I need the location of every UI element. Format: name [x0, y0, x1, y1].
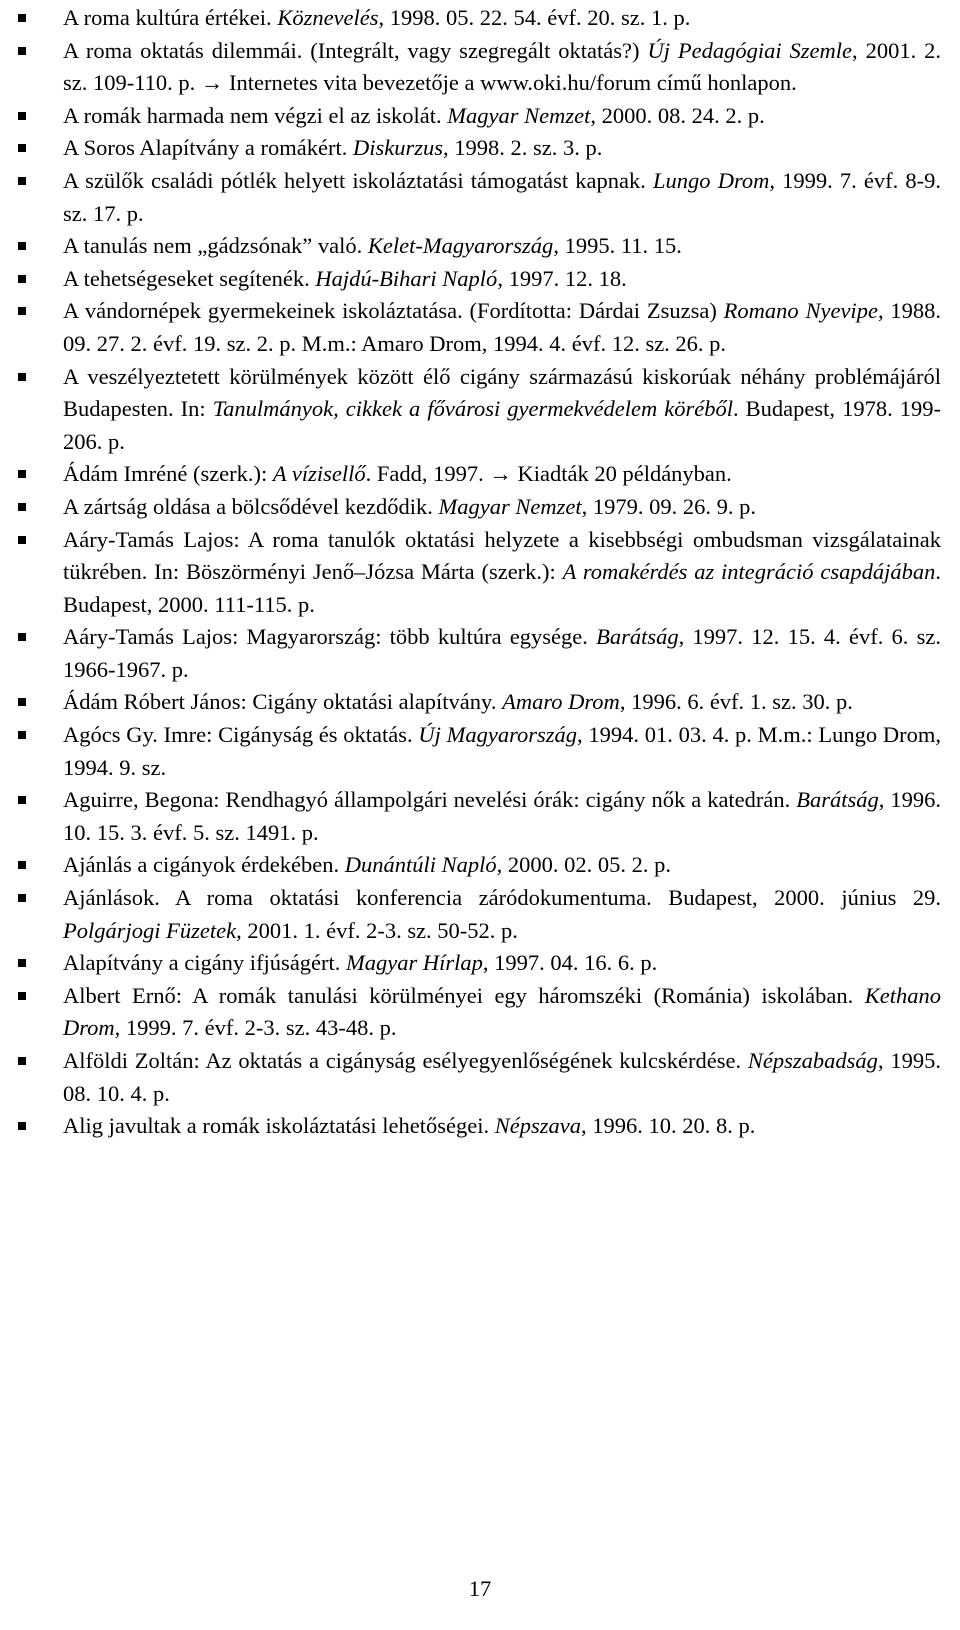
entry-text: , 1994. 01. 03. 4. p. M.m.: Lungo Drom, 1994. 9. sz.: [63, 722, 947, 780]
entry-source-title: Népszabadság: [747, 1048, 878, 1073]
entry-source-title: Köznevelés: [277, 5, 379, 30]
square-bullet-icon: [18, 1057, 26, 1065]
bibliography-entry: [0, 230, 960, 263]
bibliography-entry: [0, 100, 960, 133]
entry-text: Ajánlások. A roma oktatási konferencia záródokumentuma. Budapest, 2000. június 29.: [63, 885, 947, 911]
entry-source-title: Kelet-Magyarország: [367, 233, 554, 259]
entry-source-title: Új Magyarország: [418, 722, 578, 748]
bibliography-entry: [0, 2, 960, 35]
entry-text: A romák harmada nem végzi el az iskolát.: [63, 102, 448, 128]
square-bullet-icon: [18, 177, 26, 185]
entry-text: . Fadd, 1997. → Kiadták 20 példányban.: [365, 461, 732, 487]
bibliography-entry: [0, 947, 960, 980]
entry-text: Albert Ernő: A romák tanulási körülményei egy háromszéki (Románia) iskolában.: [63, 982, 865, 1008]
entry-source-title: Barátság: [596, 624, 679, 650]
entry-text: , 1998. 05. 22. 54. évf. 20. sz. 1. p.: [378, 5, 691, 30]
bibliography-entry: [0, 35, 960, 100]
entry-source-title: Magyar Nemzet: [447, 102, 591, 128]
square-bullet-icon: [18, 698, 26, 706]
entry-text: Alapítvány a cigány ifjúságért.: [63, 950, 347, 976]
page-number: 17: [468, 1576, 492, 1601]
entry-text: , 1996. 10. 15. 3. évf. 5. sz. 1491. p.: [63, 787, 947, 845]
entry-text: Aguirre, Begona: Rendhagyó állampolgári nevelési órák: cigány nők a katedrán.: [63, 787, 797, 813]
entry-text: , 1998. 2. sz. 3. p.: [442, 135, 603, 161]
square-bullet-icon: [18, 731, 26, 739]
bibliography-entry: [0, 621, 960, 686]
entry-text: , 1997. 12. 18.: [497, 265, 627, 291]
bibliography-entry: [0, 295, 960, 360]
entry-text: , 2001. 2. sz. 109-110. p. → Internetes vita bevezetője a www.oki.hu/forum című honlapon.: [63, 37, 947, 96]
entry-text: A roma kultúra értékei.: [63, 5, 278, 30]
entry-text: A tanulás nem „gádzsónak” való.: [63, 233, 368, 259]
entry-text: A szülők családi pótlék helyett iskoláztatási támogatást kapnak.: [63, 167, 654, 193]
square-bullet-icon: [18, 992, 26, 1000]
bibliography-entry: [0, 524, 960, 622]
entry-source-title: Hajdú-Bihari Napló: [315, 265, 498, 291]
bibliography-entry: [0, 165, 960, 230]
entry-text: , 2001. 1. évf. 2-3. sz. 50-52. p.: [236, 917, 518, 943]
entry-text: , 1979. 09. 26. 9. p.: [581, 493, 756, 519]
entry-text: Alig javultak a romák iskoláztatási lehetőségei.: [63, 1113, 495, 1139]
bibliography-entry: [0, 458, 960, 491]
entry-source-title: Magyar Nemzet: [438, 493, 582, 519]
entry-source-title: Új Pedagógiai Szemle: [647, 37, 853, 63]
entry-source-title: Diskurzus: [352, 135, 443, 161]
square-bullet-icon: [18, 112, 26, 120]
bibliography-entry: [0, 1045, 960, 1110]
entry-text: Agócs Gy. Imre: Cigányság és oktatás.: [63, 722, 419, 748]
bibliography-entry: [0, 491, 960, 524]
entry-source-title: Kethano Drom: [63, 982, 947, 1041]
square-bullet-icon: [18, 959, 26, 967]
entry-source-title: Barátság: [796, 787, 879, 813]
entry-text: , 1996. 10. 20. 8. p.: [581, 1113, 756, 1139]
entry-text: , 1997. 12. 15. 4. évf. 6. sz. 1966-1967. p.: [63, 624, 947, 682]
entry-source-title: Magyar Hírlap: [346, 950, 483, 976]
bibliography-entry: [0, 1110, 960, 1143]
entry-source-title: A romakérdés az integráció csapdájában: [562, 559, 936, 585]
entry-text: Aáry-Tamás Lajos: Magyarország: több kultúra egysége.: [63, 624, 597, 650]
entry-text: . Budapest, 1978. 199-206. p.: [63, 396, 942, 454]
entry-text: , 1996. 6. évf. 1. sz. 30. p.: [619, 689, 853, 715]
entry-text: A roma oktatás dilemmái. (Integrált, vagy szegregált oktatás?): [63, 37, 648, 63]
entry-source-title: Amaro Drom: [502, 689, 620, 715]
bibliography-entry: [0, 882, 960, 947]
square-bullet-icon: [18, 894, 26, 902]
entry-text: , 2000. 08. 24. 2. p.: [590, 102, 765, 128]
entry-text: Aáry-Tamás Lajos: A roma tanulók oktatási helyzete a kisebbségi ombudsman vizsgálatainak tükrében. In: Böszörményi Jenő–Józsa Márta (szerk.):: [63, 526, 947, 585]
entry-text: A tehetségeseket segítenék.: [63, 265, 316, 291]
square-bullet-icon: [18, 14, 26, 22]
square-bullet-icon: [18, 242, 26, 250]
entry-text: . Budapest, 2000. 111-115. p.: [63, 559, 947, 617]
square-bullet-icon: [18, 633, 26, 641]
bibliography-entry: [0, 849, 960, 882]
square-bullet-icon: [18, 275, 26, 283]
entry-source-title: Népszava: [494, 1113, 581, 1139]
entry-source-title: Polgárjogi Füzetek: [63, 917, 237, 943]
entry-source-title: Dunántúli Napló: [344, 852, 497, 878]
bibliography-entry: [0, 132, 960, 165]
square-bullet-icon: [18, 1122, 26, 1130]
square-bullet-icon: [18, 307, 26, 315]
entry-text: , 1995. 08. 10. 4. p.: [63, 1048, 947, 1106]
bibliography-entry: [0, 719, 960, 784]
entry-text: A zártság oldása a bölcsődével kezdődik.: [63, 493, 439, 519]
entry-source-title: Tanulmányok, cikkek a fővárosi gyermekvédelem köréből: [212, 396, 733, 422]
entry-text: A Soros Alapítvány a romákért.: [63, 135, 353, 161]
square-bullet-icon: [18, 536, 26, 544]
square-bullet-icon: [18, 861, 26, 869]
entry-text: A veszélyeztetett körülmények között élő cigány származású kiskorúak néhány problémájáról Budapesten. In:: [63, 363, 947, 422]
entry-source-title: Romano Nyevipe: [723, 298, 878, 324]
bibliography-list: [0, 2, 960, 1143]
entry-text: Ajánlás a cigányok érdekében.: [63, 852, 345, 878]
entry-text: , 2000. 02. 05. 2. p.: [496, 852, 672, 878]
entry-text: , 1999. 7. évf. 8-9. sz. 17. p.: [63, 167, 947, 226]
bibliography-entry: [0, 361, 960, 459]
square-bullet-icon: [18, 503, 26, 511]
entry-source-title: A vízisellő: [272, 461, 366, 487]
bibliography-entry: [0, 263, 960, 296]
entry-source-title: Lungo Drom: [653, 167, 770, 193]
square-bullet-icon: [18, 47, 26, 55]
square-bullet-icon: [18, 144, 26, 152]
entry-text: , 1988. 09. 27. 2. évf. 19. sz. 2. p. M.m.: Amaro Drom, 1994. 4. évf. 12. sz. 26. p.: [63, 298, 947, 356]
square-bullet-icon: [18, 470, 26, 478]
entry-text: Alföldi Zoltán: Az oktatás a cigányság esélyegyenlőségének kulcskérdése.: [63, 1048, 748, 1073]
square-bullet-icon: [18, 796, 26, 804]
bibliography-entry: [0, 784, 960, 849]
entry-text: Ádám Róbert János: Cigány oktatási alapítvány.: [63, 689, 503, 715]
square-bullet-icon: [18, 373, 26, 381]
bibliography-entry: [0, 686, 960, 719]
bibliography-entry: [0, 980, 960, 1045]
entry-text: Ádám Imréné (szerk.):: [63, 461, 273, 487]
entry-text: A vándornépek gyermekeinek iskoláztatása. (Fordította: Dárdai Zsuzsa): [63, 298, 724, 324]
entry-text: , 1995. 11. 15.: [553, 233, 682, 259]
entry-text: , 1999. 7. évf. 2-3. sz. 43-48. p.: [114, 1015, 397, 1041]
entry-text: , 1997. 04. 16. 6. p.: [482, 950, 658, 976]
